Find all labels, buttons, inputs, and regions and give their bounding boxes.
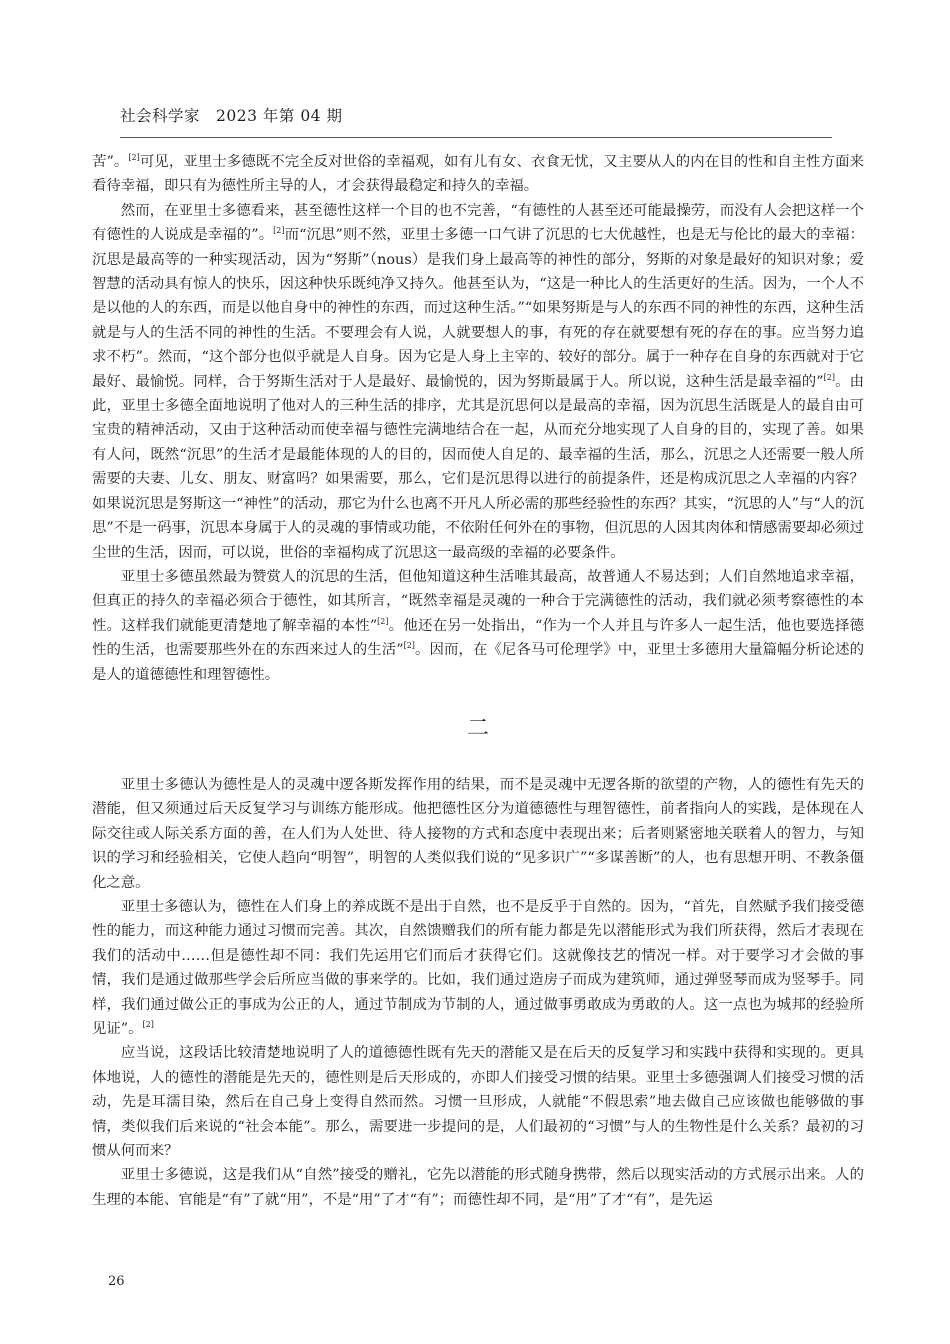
citation-ref: [2] <box>273 226 285 236</box>
citation-ref: [2] <box>142 1020 154 1030</box>
paragraph-text: 应当说，这段话比较清楚地说明了人的道德德性既有先天的潜能又是在后天的反复学习和实践中获得和实现的。更具体地说，人的德性的潜能是先天的，德性则是后天形成的，亦即人们接受习惯的结果。亚里士多德强调人们接受习惯的活动，先是耳濡目染，然后在自己身上变得自然而然。习惯一旦形成，人就能“不假思索”地去做自己应该做也能够做的事情，类似我们后来说的“社会本能”。那么，需要进一步提问的是，人们最初的“习惯”与人的生物性是什么关系？最初的习惯从何而来？ <box>92 1045 864 1160</box>
body-paragraph <box>92 895 864 1041</box>
citation-ref: [2] <box>823 372 835 382</box>
section-one-body <box>92 150 864 687</box>
page-number: 26 <box>108 1274 125 1289</box>
paragraph-text: 而“沉思”则不然，亚里士多德一口气讲了沉思的七大优越性，也是无与伦比的最大的幸福：沉思是最高等的一种实现活动，因为“努斯”（nous）是我们身上最高等的神性的部分，努斯的对象是最好的知识对象；爱智慧的活动具有惊人的快乐，因这种快乐既纯净又持久。他甚至认为，“这是一种比人的生活更好的生活。因为，一个人不是以他的人的东西，而是以他自身中的神性的东西，而过这种生活。”“如果努斯是与人的东西不同的神性的东西，这种生活就是与人的生活不同的神性的生活。不要理会有人说，人就要想人的事，有死的存在就要想有死的存在的事。应当努力追求不朽”。然而，“这个部分也似乎就是人自身。因为它是人身上主宰的、较好的部分。属于一种存在自身的东西就对于它最好、最愉悦。同样，合于努斯生活对于人是最好、最愉悦的，因为努斯最属于人。所以说，这种生活是最幸福的” <box>92 227 865 390</box>
issue-label: 2023 年第 04 期 <box>216 107 343 125</box>
citation-ref: [2] <box>403 641 415 651</box>
paragraph-text: 。由此，亚里士多德全面地说明了他对人的三种生活的排序，尤其是沉思何以是最高的幸福，因为沉思生活既是人的最自由可宝贵的精神活动，又由于这种活动而使幸福与德性完满地结合在一起，从而充分地实现了人自身的目的，实现了善。如果有人问，既然“沉思”的生活才是最能体现的人的目的，因而使人自足的、最幸福的生活，那么，沉思之人还需要一般人所需要的夫妻、儿女、朋友、财富吗？如果需要，那么，它们是沉思得以进行的前提条件，还是构成沉思之人幸福的内容？如果说沉思是努斯这一“神性”的活动，那它为什么也离不开凡人所必需的那些经验性的东西？其实，“沉思的人”与“人的沉思”不是一码事，沉思本身属于人的灵魂的事情或功能，不依附任何外在的事物，但沉思的人因其肉体和情感需要却必须过尘世的生活，因而，可以说，世俗的幸福构成了沉思这一最高级的幸福的必要条件。 <box>92 373 864 561</box>
paragraph-text: 。他还在另一处指出，“作为一个人并且与许多人一起生活，他也要选择德性的生活，也需要那些外在的东西来过人的生活” <box>92 617 865 659</box>
body-paragraph <box>92 565 864 687</box>
paragraph-text: 。因而，在《尼各马可伦理学》中，亚里士多德用大量篇幅分析论述的是人的道德德性和理智德性。 <box>92 642 864 683</box>
paragraph-text: 亚里士多德认为德性是人的灵魂中逻各斯发挥作用的结果，而不是灵魂中无逻各斯的欲望的产物，人的德性有先天的潜能，但又须通过后天反复学习与训练方能形成。他把德性区分为道德德性与理智德性，前者指向人的实践，是体现在人际交往或人际关系方面的善，在人们为人处世、待人接物的方式和态度中表现出来；后者则紧密地关联着人的智力，与知识的学习和经验相关，它使人趋向“明智”，明智的人类似我们说的“见多识广”“多谋善断”的人，也有思想开明、不教条僵化之意。 <box>92 776 864 891</box>
body-paragraph <box>92 1163 864 1212</box>
journal-name: 社会科学家 <box>120 107 201 125</box>
header-rule <box>120 137 832 138</box>
citation-ref: [2] <box>128 153 140 163</box>
running-header-text <box>120 104 342 126</box>
body-paragraph <box>92 1041 864 1163</box>
body-paragraph <box>92 150 864 199</box>
article-body <box>92 150 864 1212</box>
section-heading: 二 <box>466 715 489 741</box>
paragraph-text: 亚里士多德虽然最为赞赏人的沉思的生活，但他知道这种生活唯其最高，故普通人不易达到；人们自然地追求幸福，但真正的持久的幸福必须合于德性，如其所言，“既然幸福是灵魂的一种合于完满德性的活动，我们就必须考察德性的本性。这样我们就能更清楚地了解幸福的本性” <box>92 568 864 634</box>
paragraph-text: 然而，在亚里士多德看来，甚至德性这样一个目的也不完善，“有德性的人甚至还可能最操劳，而没有人会把这样一个有德性的人说成是幸福的”。 <box>92 202 864 244</box>
body-paragraph <box>92 199 864 565</box>
paragraph-text: 亚里士多德说，这是我们从“自然”接受的赠礼，它先以潜能的形式随身携带，然后以现实活动的方式展示出来。人的生理的本能、官能是“有”了就“用”，不是“用”了才“有”；而德性却不同，是“用”了才“有”，是先运 <box>92 1167 864 1208</box>
paragraph-text: 苦”。 <box>92 154 129 170</box>
citation-ref: [2] <box>377 616 389 626</box>
paragraph-text: 亚里士多德认为，德性在人们身上的养成既不是出于自然，也不是反乎于自然的。因为，“首先，自然赋予我们接受德性的能力，而这种能力通过习惯而完善。其次，自然馈赠我们的所有能力都是先以潜能形式为我们所获得，然后才表现在我们的活动中……但是德性却不同：我们先运用它们而后才获得它们。这就像技艺的情况一样。对于要学习才会做的事情，我们是通过做那些学会后所应当做的事来学的。比如，我们通过造房子而成为建筑师，通过弹竖琴而成为竖琴手。同样，我们通过做公正的事成为公正的人，通过节制成为节制的人，通过做事勇敢成为勇敢的人。这一点也为城邦的经验所见证”。 <box>92 898 864 1037</box>
section-two-body <box>92 773 864 1212</box>
running-header <box>120 104 832 138</box>
body-paragraph <box>92 773 864 895</box>
paragraph-text: 可见，亚里士多德既不完全反对世俗的幸福观，如有儿有女、衣食无忧，又主要从人的内在目的性和自主性方面来看待幸福，即只有为德性所主导的人，才会获得最稳定和持久的幸福。 <box>92 154 864 195</box>
